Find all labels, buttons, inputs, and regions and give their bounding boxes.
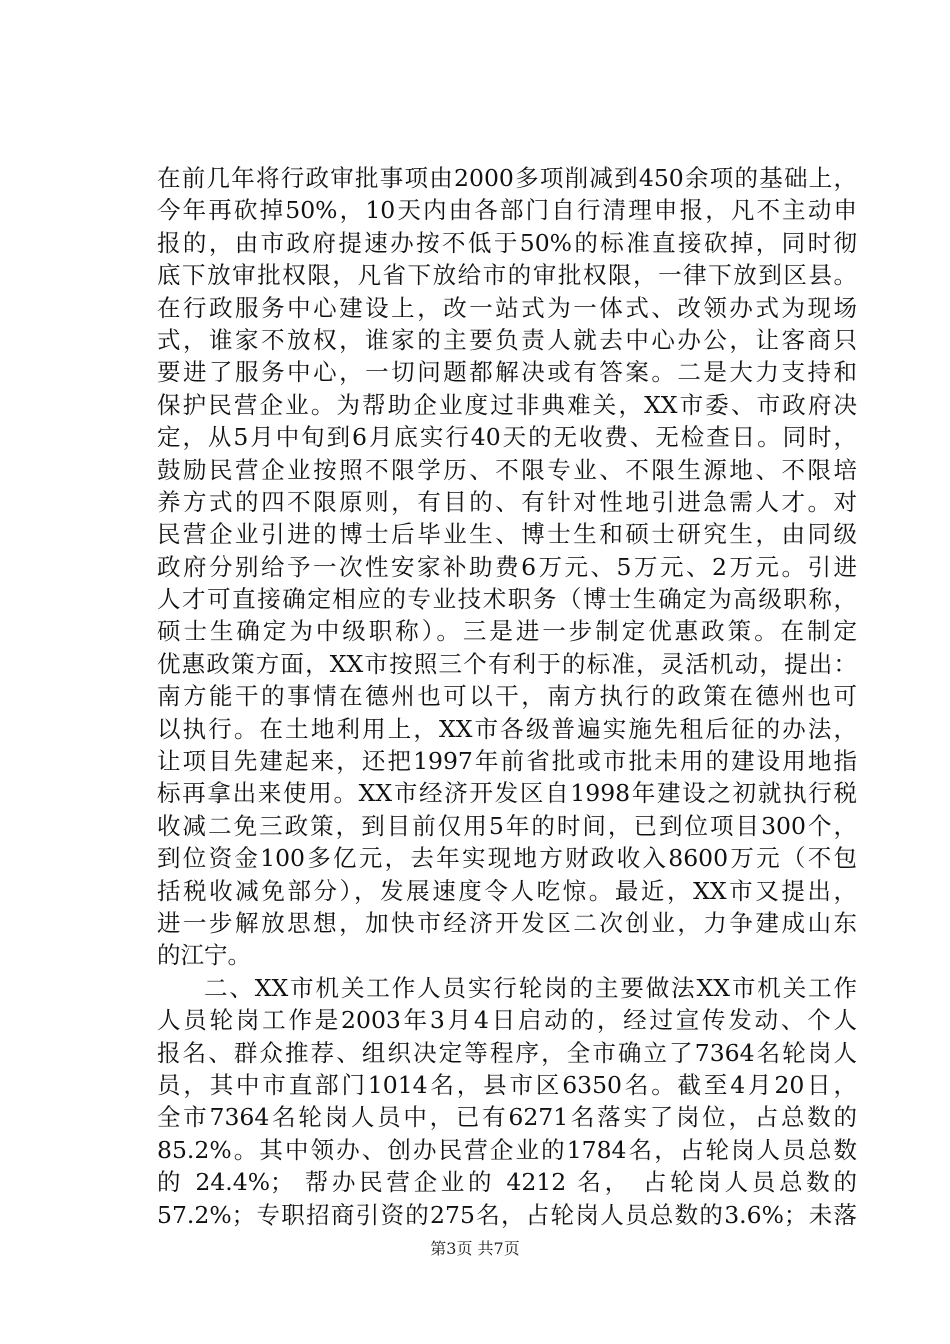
text-line: 57.2%；专职招商引资的275名，占轮岗人员总数的3.6%；未落 xyxy=(157,1200,857,1229)
text-line: 到位资金100多亿元，去年实现地方财政收入8600万元（不包 xyxy=(157,844,857,873)
text-line: 要进了服务中心，一切问题都解决或有答案。二是大力支持和 xyxy=(157,358,857,387)
text-line: 养方式的四不限原则，有目的、有针对性地引进急需人才。对 xyxy=(157,487,857,516)
text-line: 南方能干的事情在德州也可以干，南方执行的政策在德州也可 xyxy=(157,682,857,711)
text-line: 保护民营企业。为帮助企业度过非典难关，XX市委、市政府决 xyxy=(157,390,857,419)
text-line: 以执行。在土地利用上，XX市各级普遍实施先租后征的办法， xyxy=(157,714,857,743)
document-body xyxy=(157,162,857,1231)
text-line: 硕士生确定为中级职称）。三是进一步制定优惠政策。在制定 xyxy=(157,617,857,646)
text-line: 员，其中市直部门1014名，县市区6350名。截至4月20日， xyxy=(157,1070,857,1099)
text-line: 全市7364名轮岗人员中，已有6271名落实了岗位，占总数的 xyxy=(157,1103,857,1132)
text-line: 的江宁。 xyxy=(157,941,251,970)
text-line: 底下放审批权限，凡省下放给市的审批权限，一律下放到区县。 xyxy=(157,261,857,290)
text-line: 今年再砍掉50%，10天内由各部门自行清理申报，凡不主动申 xyxy=(157,196,857,225)
page-number-footer: 第3页 共7页 xyxy=(430,1239,520,1258)
text-line: 在行政服务中心建设上，改一站式为一体式、改领办式为现场 xyxy=(157,293,857,322)
text-line: 收减二免三政策，到目前仅用5年的时间，已到位项目300个， xyxy=(157,811,857,840)
text-line: 二、XX市机关工作人员实行轮岗的主要做法XX市机关工作 xyxy=(204,973,857,1002)
text-line: 标再拿出来使用。XX市经济开发区自1998年建设之初就执行税 xyxy=(157,779,857,808)
text-line: 人员轮岗工作是2003年3月4日启动的，经过宣传发动、个人 xyxy=(157,1006,857,1035)
text-line: 的 24.4%； 帮办民营企业的 4212 名， 占轮岗人员总数的 xyxy=(157,1168,857,1197)
text-line: 让项目先建起来，还把1997年前省批或市批未用的建设用地指 xyxy=(157,747,857,776)
text-line: 优惠政策方面，XX市按照三个有利于的标准，灵活机动，提出： xyxy=(157,649,857,678)
text-line: 85.2%。其中领办、创办民营企业的1784名，占轮岗人员总数 xyxy=(157,1135,857,1164)
text-line: 人才可直接确定相应的专业技术职务（博士生确定为高级职称， xyxy=(157,585,857,614)
text-line: 鼓励民营企业按照不限学历、不限专业、不限生源地、不限培 xyxy=(157,455,857,484)
text-line: 民营企业引进的博士后毕业生、博士生和硕士研究生，由同级 xyxy=(157,520,857,549)
text-line: 政府分别给予一次性安家补助费6万元、5万元、2万元。引进 xyxy=(157,552,857,581)
text-line: 式，谁家不放权，谁家的主要负责人就去中心办公，让客商只 xyxy=(157,325,857,354)
text-line: 在前几年将行政审批事项由2000多项削减到450余项的基础上， xyxy=(157,164,857,192)
text-line: 报名、群众推荐、组织决定等程序，全市确立了7364名轮岗人 xyxy=(157,1038,857,1067)
text-line: 进一步解放思想，加快市经济开发区二次创业，力争建成山东 xyxy=(157,908,857,937)
paragraph-1 xyxy=(157,162,857,972)
text-line: 定，从5月中旬到6月底实行40天的无收费、无检查日。同时， xyxy=(157,423,857,452)
text-line: 括税收减免部分），发展速度令人吃惊。最近，XX市又提出， xyxy=(157,876,857,905)
text-line: 报的，由市政府提速办按不低于50%的标准直接砍掉，同时彻 xyxy=(157,228,857,257)
paragraph-2 xyxy=(157,972,857,1231)
